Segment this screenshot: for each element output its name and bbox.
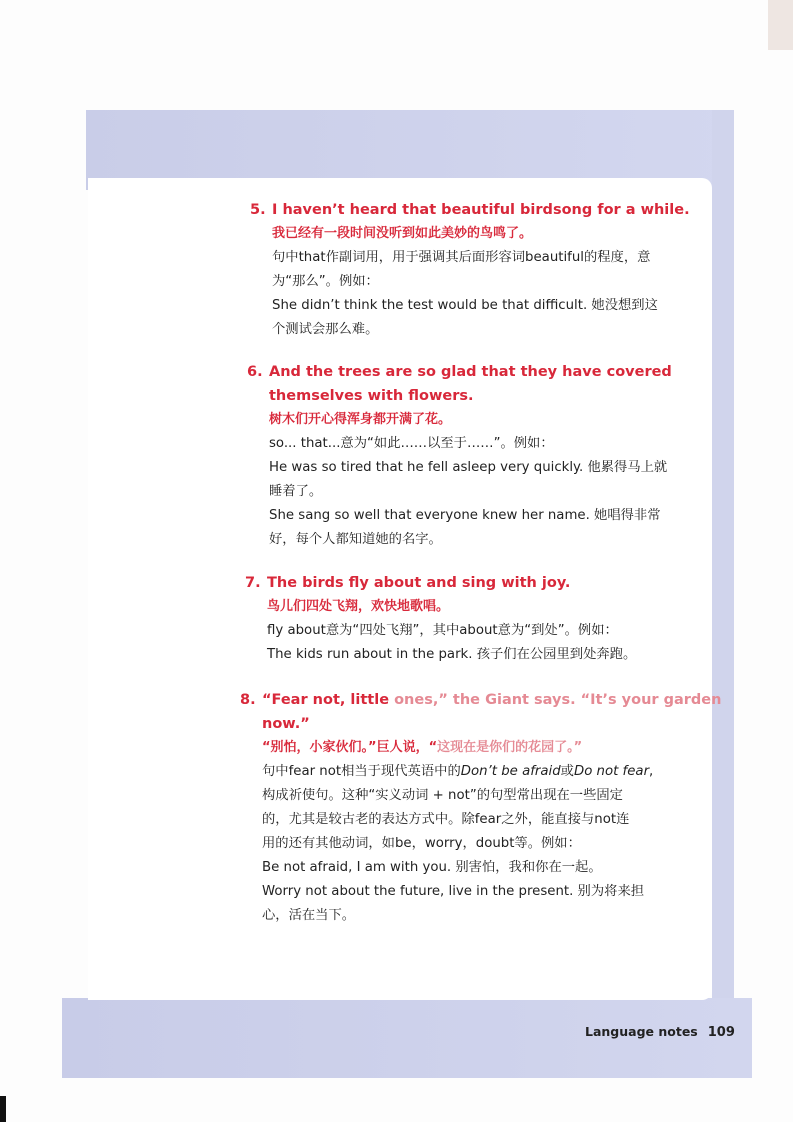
note-body [247, 432, 793, 552]
note-body-line: 为“那么”。例如： [272, 274, 379, 289]
note-heading-line: themselves with flowers. [269, 388, 474, 404]
note-heading [250, 198, 793, 222]
note-body-line: 的，尤其是较古老的表达方式中。除fear之外，能直接与not连 [262, 812, 630, 827]
note-heading [247, 360, 793, 408]
note-body-text: 句中fear not相当于现代英语中的 [262, 764, 461, 779]
note-body-line: 好，每个人都知道她的名字。 [269, 532, 442, 547]
note-translation: 我已经有一段时间没听到如此美妙的鸟鸣了。 [272, 226, 533, 241]
note-heading-line: I haven’t heard that beautiful birdsong for a while. [272, 202, 690, 218]
note-body-line [262, 760, 793, 784]
note-body-text: 或 [560, 764, 574, 779]
note-translation-part: 这现在是你们的花园了。” [437, 740, 583, 755]
note-heading-part: “Fear not, little [262, 692, 395, 708]
note-number: 7. [245, 575, 261, 591]
language-note-7 [245, 571, 793, 667]
note-heading-line: The birds fly about and sing with joy. [267, 575, 571, 591]
note-heading-line: And the trees are so glad that they have covered [269, 364, 672, 380]
note-body-line: 睡着了。 [269, 484, 323, 499]
note-body-line: Be not afraid, I am with you. 别害怕，我和你在一起。 [262, 860, 602, 875]
note-body-line: She sang so well that everyone knew her name. 她唱得非常 [269, 508, 661, 523]
note-body-line: 用的还有其他动词，如be，worry，doubt等。例如： [262, 836, 581, 851]
note-body-italic: Do not fear [573, 764, 650, 779]
note-body-italic: Don’t be afraid [460, 764, 561, 779]
note-heading-line: now.” [262, 716, 310, 732]
note-translation: 树木们开心得浑身都开满了花。 [269, 412, 452, 427]
note-number: 5. [250, 202, 266, 218]
note-translation: 鸟儿们四处飞翔，欢快地歌唱。 [267, 599, 450, 614]
note-body-line: 句中that作副词用，用于强调其后面形容词beautiful的程度，意 [272, 250, 651, 265]
note-heading [240, 688, 793, 736]
page-edge-strip [768, 0, 793, 50]
page-number: 109 [707, 1025, 735, 1040]
note-body-line: Worry not about the future, live in the present. 别为将来担 [262, 884, 645, 899]
language-note-5 [250, 198, 793, 342]
note-body-line: fly about意为“四处飞翔”，其中about意为“到处”。例如： [267, 623, 618, 638]
note-translation [240, 736, 793, 760]
language-note-8 [240, 688, 793, 928]
note-body-line: She didn’t think the test would be that difficult. 她没想到这 [272, 298, 658, 313]
note-body [245, 619, 793, 667]
note-body-line: 个测试会那么难。 [272, 322, 379, 337]
note-heading [245, 571, 793, 595]
note-body-line: 构成祈使句。这种“实义动词 + not”的句型常出现在一些固定 [262, 788, 623, 803]
note-body [240, 760, 793, 928]
note-body [250, 246, 793, 342]
language-note-6 [247, 360, 793, 552]
note-heading-part: ones,” the Giant says. “It’s your garden [394, 692, 722, 708]
note-body-line: so... that...意为“如此……以至于……”。例如： [269, 436, 554, 451]
note-number: 8. [240, 692, 256, 708]
note-body-text: , [649, 764, 654, 779]
scan-edge-mark [0, 1096, 6, 1122]
note-number: 6. [247, 364, 263, 380]
note-translation-part: “别怕，小家伙们。”巨人说，“ [262, 740, 438, 755]
note-body-line: 心，活在当下。 [262, 908, 356, 923]
note-body-line: He was so tired that he fell asleep very quickly. 他累得马上就 [269, 460, 668, 475]
section-label: Language notes [585, 1024, 698, 1039]
page-footer [585, 1024, 735, 1040]
note-body-line: The kids run about in the park. 孩子们在公园里到处奔跑。 [267, 647, 637, 662]
